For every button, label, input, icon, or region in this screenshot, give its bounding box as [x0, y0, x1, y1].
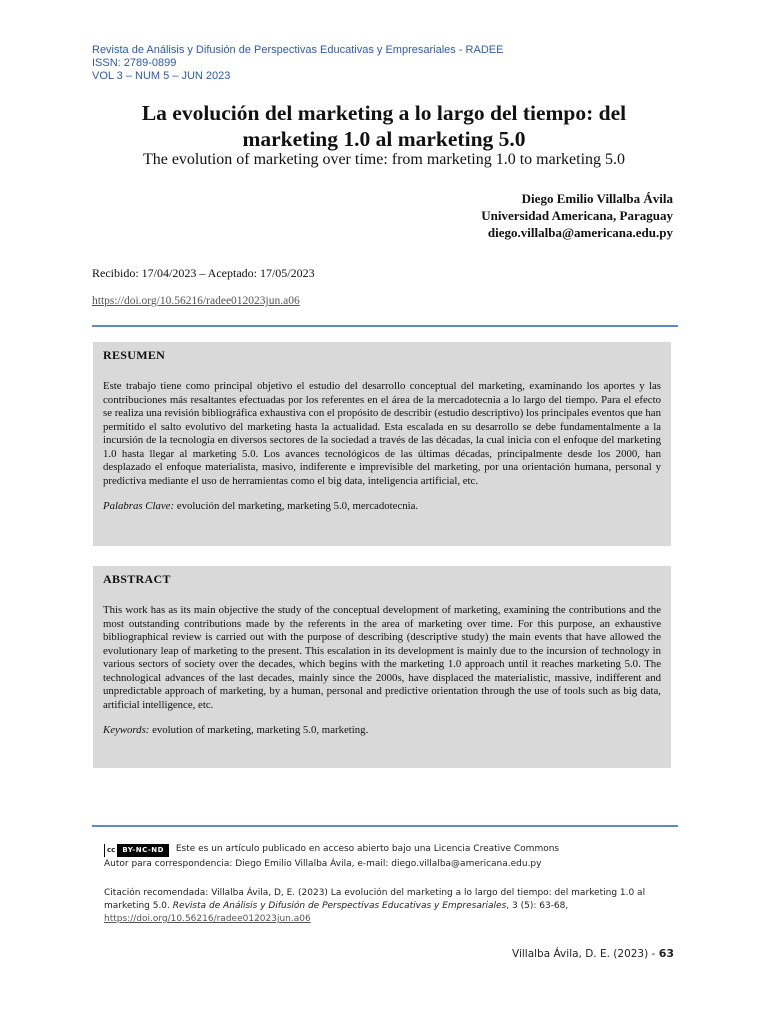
resumen-keywords	[103, 500, 661, 514]
citation-prefix: Citación recomendada: Villalba Ávila, D, E. (2023) La evolución del marketing a lo largo del tiempo: del marketing 1.0 al marketing 5.0.	[104, 888, 646, 911]
journal-name: Revista de Análisis y Difusión de Perspectivas Educativas y Empresariales - RADEE	[92, 44, 504, 56]
abstract-keywords-text: evolution of marketing, marketing 5.0, marketing.	[152, 724, 369, 736]
abstract-keywords	[103, 724, 661, 738]
author-block	[481, 190, 673, 241]
article-title	[60, 100, 708, 152]
author-name: Diego Emilio Villalba Ávila	[521, 191, 673, 206]
license-text: Este es un artículo publicado en acceso abierto bajo una Licencia Creative Commons	[175, 844, 560, 854]
author-email[interactable]: diego.villalba@americana.edu.py	[487, 225, 673, 240]
article-title-line-2: marketing 1.0 al marketing 5.0	[242, 127, 526, 151]
resumen-keywords-text: evolución del marketing, marketing 5.0, mercadotecnia.	[176, 500, 419, 512]
journal-header	[92, 44, 503, 83]
abstract-box	[93, 566, 671, 768]
citation-doi-link[interactable]: https://doi.org/10.56216/radee012023jun.a06	[104, 914, 311, 924]
recommended-citation	[104, 887, 674, 926]
journal-issn: ISSN: 2789-0899	[92, 57, 177, 69]
abstract-keywords-label: Keywords:	[103, 724, 150, 736]
article-subtitle: The evolution of marketing over time: from marketing 1.0 to marketing 5.0	[142, 151, 626, 168]
cc-license-icon[interactable]: cc BY-NC-ND	[104, 844, 169, 857]
article-title-line-1: La evolución del marketing a lo largo del tiempo: del	[141, 101, 627, 125]
correspondence-line: Autor para correspondencia: Diego Emilio Villalba Ávila, e-mail: diego.villalba@americana.edu.py	[104, 859, 542, 869]
citation-suffix: , 3 (5): 63-68,	[506, 901, 569, 911]
resumen-body: Este trabajo tiene como principal objetivo el estudio del desarrollo conceptual del marketing, examinando los aportes y las contribuciones más resaltantes efectuadas por los referentes en el área de la mercadotecnia a lo largo del tiempo. Para el efecto se realiza una revisión bibliográfica exhaustiva con el propósito de describir (estudio descriptivo) los principales eventos que han permitido el salto evolutivo del marketing hasta la actualidad. Esta escalada en su desarrollo se debe fundamentalmente a la incursión de la tecnología en diversos sectores de la sociedad a través de las décadas, la cual inicia con el enfoque del marketing 1.0 hasta llegar al marketing 5.0. Los avances tecnológicos de las últimas décadas, principalmente desde los 2000, han desplazado el enfoque materialista, masivo, indiferente e imprevisible del marketing, por una orientación humana, personal y predictiva mediante el uso de herramientas como el big data, inteligencia artificial, etc.	[103, 380, 661, 487]
journal-volume: VOL 3 – NUM 5 – JUN 2023	[92, 70, 231, 82]
abstract-body: This work has as its main objective the study of the conceptual development of marketing, examining the contributions and the most outstanding contributions made by the referents in the area of marketing over time. For this purpose, an exhaustive bibliographical review is carried out with the purpose of describing (descriptive study) the main events that have allowed the evolutionary leap of marketing to the present. This escalation in its development is mainly due to the incursion of technology in various sectors of society over the decades, which begins with the marketing 1.0 approach until it reaches marketing 5.0. The technological advances of the last decades, mainly since the 2000s, have displaced the materialistic, massive, indifferent and unpredictable approach of marketing, by a human, personal and predictive orientation through the use of tools such as big data, artificial intelligence, etc.	[103, 604, 661, 711]
author-affiliation: Universidad Americana, Paraguay	[481, 208, 673, 223]
abstract-heading: ABSTRACT	[103, 572, 171, 586]
citation-journal: Revista de Análisis y Difusión de Perspectivas Educativas y Empresariales	[172, 901, 507, 911]
divider-bottom	[92, 825, 678, 827]
page-number: 63	[658, 947, 674, 960]
resumen-keywords-label: Palabras Clave:	[103, 500, 175, 512]
license-line	[104, 843, 559, 857]
divider-top	[92, 325, 678, 327]
received-accepted-dates: Recibido: 17/04/2023 – Aceptado: 17/05/2023	[92, 266, 315, 280]
page-footer	[512, 947, 674, 960]
page-footer-author-year: Villalba Ávila, D. E. (2023) -	[512, 948, 656, 960]
doi-link[interactable]: https://doi.org/10.56216/radee012023jun.a06	[92, 295, 300, 307]
resumen-heading: RESUMEN	[103, 348, 166, 362]
resumen-box	[93, 342, 671, 546]
